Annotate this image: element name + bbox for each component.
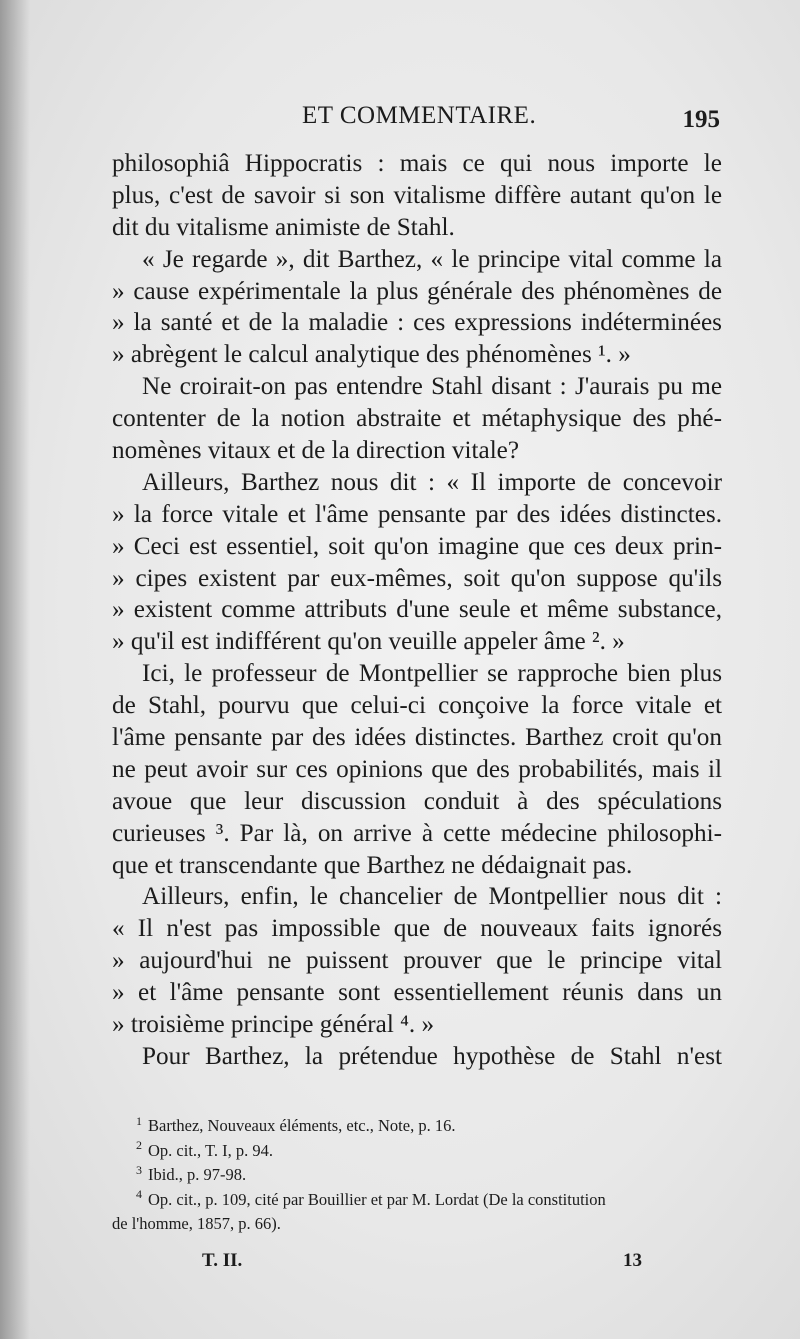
- footnote: [112, 1163, 722, 1188]
- page-header: [112, 102, 720, 138]
- text-line: » la force vitale et l'âme pensante par des idées distinctes.: [112, 500, 722, 528]
- running-head: ET COMMENTAIRE.: [302, 102, 537, 129]
- text-line: Ailleurs, enfin, le chancelier de Montpellier nous dit :: [142, 883, 722, 911]
- footnote: [112, 1114, 722, 1139]
- spine-shadow: [0, 0, 30, 1339]
- footnote: [112, 1139, 722, 1164]
- text-line: Ailleurs, Barthez nous dit : « Il importe de concevoir: [142, 468, 722, 496]
- text-line: dit du vitalisme animiste de Stahl.: [112, 213, 455, 241]
- signature-left: T. II.: [202, 1250, 243, 1271]
- text-line: nomènes vitaux et de la direction vitale?: [112, 437, 520, 465]
- text-line: » cipes existent par eux-mêmes, soit qu'on suppose qu'ils: [112, 564, 722, 592]
- footnote-text: Barthez, Nouveaux éléments, etc., Note, p. 16.: [148, 1116, 456, 1135]
- text-line: » Ceci est essentiel, soit qu'on imagine que ces deux prin-: [112, 532, 722, 560]
- footnote-mark: 4: [136, 1187, 142, 1201]
- text-line: philosophiâ Hippocratis : mais ce qui nous importe le: [112, 150, 722, 177]
- signature-right: 13: [623, 1250, 642, 1271]
- text-line: » la santé et de la maladie : ces expressions indéterminées: [112, 309, 722, 337]
- text-line: Ne croirait-on pas entendre Stahl disant : J'aurais pu me: [142, 373, 722, 401]
- text-line: » cause expérimentale la plus générale des phénomènes de: [112, 277, 722, 305]
- text-line: curieuses ³. Par là, on arrive à cette médecine philosophi-: [112, 819, 722, 847]
- footnotes: [112, 1114, 722, 1237]
- text-line: que et transcendante que Barthez ne dédaignait pas.: [112, 851, 633, 879]
- text-line: Ici, le professeur de Montpellier se rapproche bien plus: [142, 660, 722, 688]
- footnote-text: Op. cit., T. I, p. 94.: [148, 1140, 273, 1160]
- text-line: avoue que leur discussion conduit à des spéculations: [112, 787, 722, 815]
- footnote: [112, 1188, 722, 1213]
- footnote-mark: 1: [136, 1113, 142, 1128]
- text-line: » existent comme attributs d'une seule et même substance,: [112, 596, 722, 624]
- text-line: Pour Barthez, la prétendue hypothèse de Stahl n'est: [142, 1042, 722, 1070]
- text-line: » qu'il est indifférent qu'on veuille appeler âme ². »: [112, 628, 625, 656]
- footnote-mark: 3: [136, 1162, 142, 1177]
- footnote-text: de l'homme, 1857, p. 66).: [112, 1214, 281, 1233]
- footnote-mark: 2: [136, 1138, 142, 1152]
- text-line: » troisième principe général ⁴. »: [112, 1011, 435, 1039]
- page-footer: [112, 1250, 722, 1280]
- text-line: » aujourd'hui ne puissent prouver que le principe vital: [112, 947, 722, 975]
- footnote: [112, 1212, 722, 1237]
- text-line: plus, c'est de savoir si son vitalisme diffère autant qu'on le: [112, 181, 722, 209]
- text-line: l'âme pensante par des idées distinctes. Barthez croit qu'on: [112, 724, 722, 752]
- text-line: » et l'âme pensante sont essentiellement réunis dans un: [112, 979, 722, 1007]
- text-line: ne peut avoir sur ces opinions que des probabilités, mais il: [112, 755, 722, 783]
- text-line: de Stahl, pourvu que celui-ci conçoive la force vitale et: [112, 692, 722, 720]
- footnote-text: Ibid., p. 97-98.: [148, 1165, 247, 1184]
- body-text: [112, 148, 722, 1073]
- text-line: » abrègent le calcul analytique des phénomènes ¹. »: [112, 341, 631, 369]
- text-line: « Je regarde », dit Barthez, « le principe vital comme la: [142, 245, 722, 273]
- text-line: contenter de la notion abstraite et métaphysique des phé-: [112, 405, 722, 433]
- text-line: « Il n'est pas impossible que de nouveaux faits ignorés: [112, 915, 722, 943]
- page-number: 195: [682, 106, 720, 133]
- footnote-text: Op. cit., p. 109, cité par Bouillier et par M. Lordat (De la constitution: [148, 1189, 606, 1209]
